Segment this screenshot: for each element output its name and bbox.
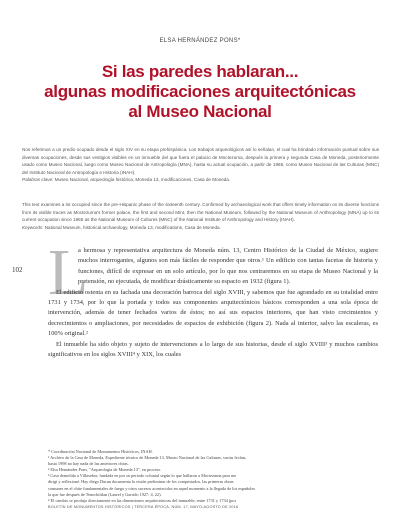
keywords-es-text: Museo Nacional, arqueología histórica, Moneda 13, modificaciones, Casa de Moneda. <box>54 177 231 183</box>
footnote: ³ Casa demolida a Villaseñor, fundada en por su periodo colonial según lo que hallaron a Moctezuma para me <box>48 473 237 479</box>
footnote: dirigí y reflexioné. Hay diego Duran documenta la visión preliminar de los conquistados, las primeras obras <box>48 479 234 485</box>
title-line: al Museo Nacional <box>128 102 272 121</box>
footnote: ¹ Archivo de la Casa de Moneda, Expediente técnico de Moneda 13, Museo Nacional de las Culturas, varias fechas, <box>48 455 247 461</box>
title-line: algunas modificaciones arquitectónicas <box>44 82 356 101</box>
keywords-en-label: Keywords: <box>22 224 44 230</box>
abstract-spanish <box>22 146 379 184</box>
footnote: comunes en el chite fundamentales de fuego y otros sucesos acontecidos en aquel momento a la llegada de los españoles <box>48 485 256 491</box>
article-title <box>0 62 400 122</box>
keywords-en <box>22 224 379 232</box>
body-paragraph: El inmueble ha sido objeto y sujeto de intervenciones a lo largo de sus historias, desde el siglo XVIII³ y muchos cambios significativos en los siglos XVIII⁴ y XIX, los cuales <box>48 340 378 359</box>
body-paragraph: a hermosa y representativa arquitectura de Moneda núm. 13, Centro Histórico de la Ciudad de México, sugiere muchos interrogantes, algunos son más fáciles de responder que otros.¹ Un edificio con tantas facetas de historia y funciones, difícil de expresar en un solo artículo, por lo que nos centraremos en su etapa de Museo Nacional y la pretensión, no ejecutada, de modificar drásticamente su espacio en 1932 (figura 1). <box>78 247 378 286</box>
author-name: ELSA HERNÁNDEZ PONS* <box>159 38 241 44</box>
page-number: 102 <box>12 266 23 274</box>
footnotes <box>48 449 378 504</box>
keywords-es-label: Palabras clave: <box>22 177 54 183</box>
footnote: * Coordinación Nacional de Monumentos Históricos, INAH. <box>48 449 153 454</box>
drop-cap: L <box>48 236 89 309</box>
title-line: Si las paredes hablaran... <box>101 62 299 81</box>
keywords-en-text: National Museum, historical archaeology, Moneda 13, modifications, Casa de Moneda. <box>44 224 221 230</box>
footnote: ² Elsa Hernández Pons, "Arqueología de Moneda 13", en proceso. <box>48 467 162 473</box>
footnote: ⁴ El cambio se produjo directamente en las dimensiones arquitectónicas del inmueble, entre 1731 y 1734 (por <box>48 497 236 503</box>
abstract-english <box>22 201 379 231</box>
body-paragraph: El edificio ostenta en su fachada una decoración barroca del siglo XVIII, y sabemos que fue agrandado en su totalidad entre 1731 y 1734, por lo que la portada y todos sus componentes arquitectónicos básicos corresponden a una sola época de intervención, además de tener fechados varios de éstos; no así sus espacios interiores, que han visto crecimientos y decrecimientos o ampliaciones, por necesidades de espacios de exhibición (figura 2). Nada al interior, salvo las escaleras, es 100% original.² <box>48 288 378 338</box>
footnote: hasta 1998 no hay nada de las anteriores obras. <box>48 461 129 467</box>
abstract-es-text: Nos referimos a un predio ocupado desde el siglo XIV en su etapa prehispánica. Los trabajos arqueológicos así lo señalan, el cual ha brindado información puntual sobre sus diversas ocupaciones, desde sus vestigios visibles en un inmueble del que fuera el palacio de Moctezuma, después la primera y segunda Casa de Moneda, posteriormente usado como Museo Nacional, luego como Museo Nacional de Antropología (MNA), hasta su actual ocupación, a partir de 1965, como Museo Nacional de las Culturas (MNC) del Instituto Nacional de Antropología e Historia (INAH). <box>22 147 379 175</box>
footnote: la que fue después de Tenochtitlan (Laurel y Garrido 1927: 4, 22). <box>48 491 162 497</box>
abstract-en-text: This text examines a lot occupied since the pre-Hispanic phase of the sixteenth century. Confirmed by archaeological work that offers timely information on its diverse functions from its visible traces as Moctezuma's former palace, the first and second Mint, then the National Museum, followed by the National Museum of Anthropology (MNA) up to its current occupation since 1965 as the National Museum of Cultures (MNC) of the National Institute of Anthropology and History (INAH). <box>22 202 379 223</box>
keywords-es <box>22 176 379 184</box>
body-text <box>48 246 378 360</box>
journal-footer: BOLETÍN DE MONUMENTOS HISTÓRICOS | TERCERA ÉPOCA, NÚM. 17, MAYO-AGOSTO DE 2016 <box>48 505 239 509</box>
